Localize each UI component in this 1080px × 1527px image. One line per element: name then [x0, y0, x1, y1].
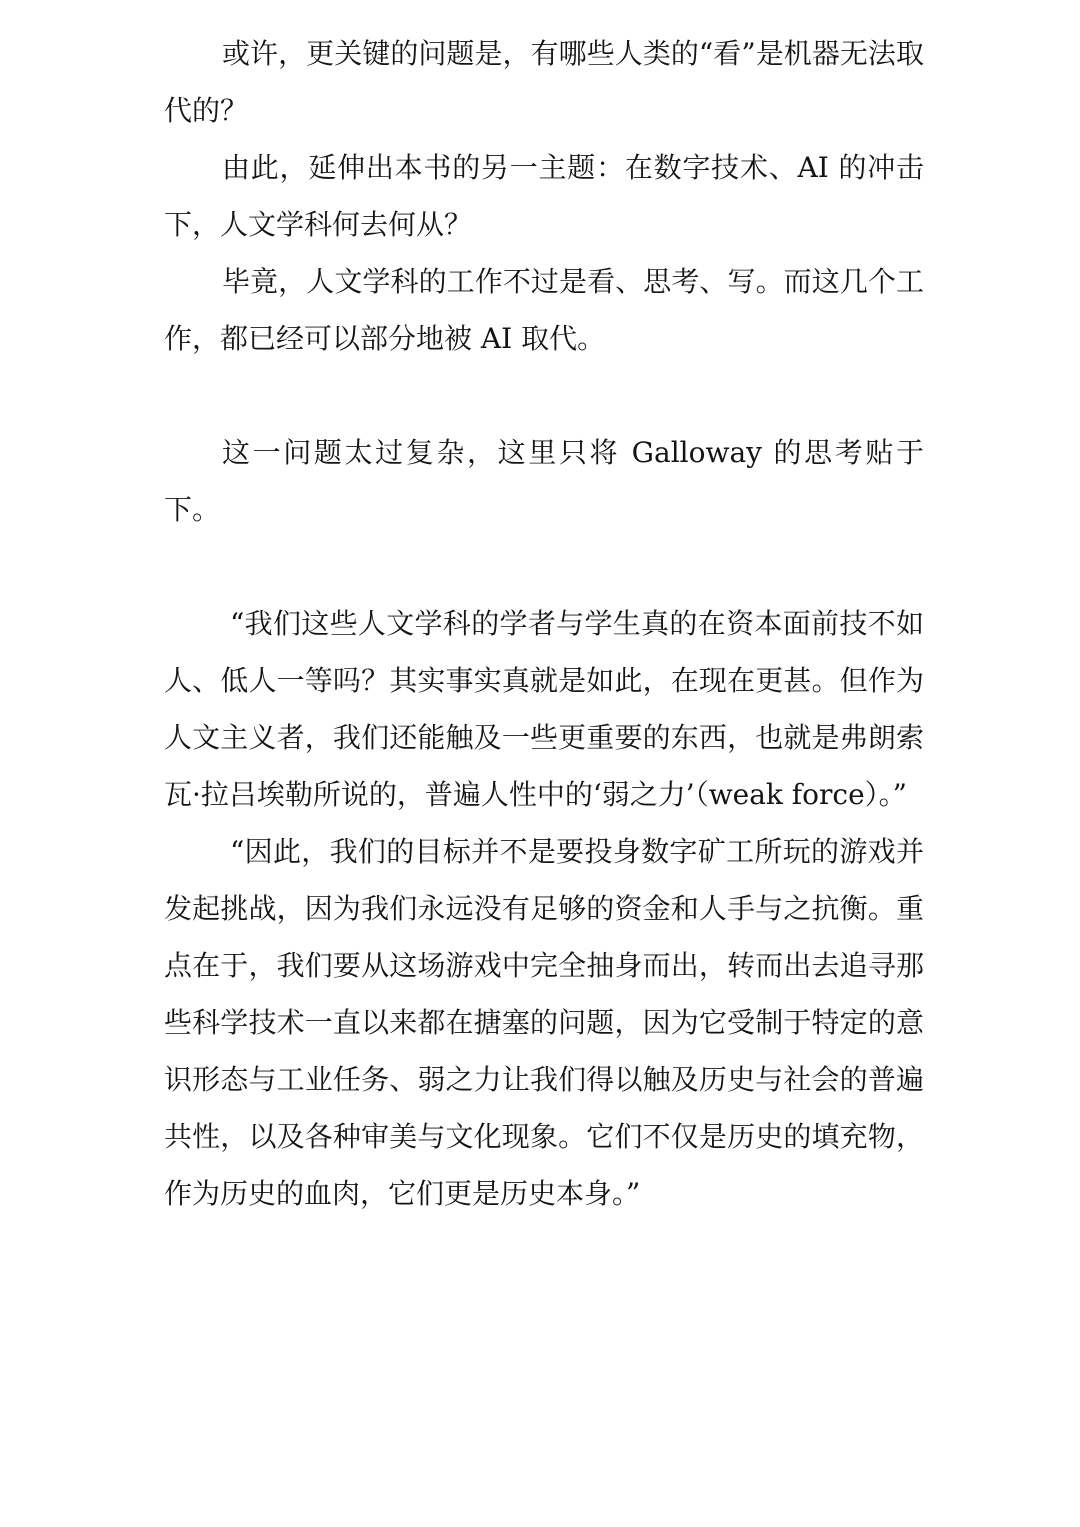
blank-line	[164, 367, 924, 424]
quote-paragraph-1: “我们这些人文学科的学者与学生真的在资本面前技不如人、低人一等吗？其实事实真就是如此，在现在更甚。但作为人文主义者，我们还能触及一些更重要的东西，也就是弗朗索瓦·拉吕埃勒所说的，普遍人性中的‘弱之力’（weak force）。”	[164, 607, 924, 811]
quote-paragraph-2: “因此，我们的目标并不是要投身数字矿工所玩的游戏并发起挑战，因为我们永远没有足够的资金和人手与之抗衡。重点在于，我们要从这场游戏中完全抽身而出，转而出去追寻那些科学技术一直以来都在搪塞的问题，因为它受制于特定的意识形态与工业任务、弱之力让我们得以触及历史与社会的普遍共性，以及各种审美与文化现象。它们不仅是历史的填充物，作为历史的血肉，它们更是历史本身。”	[164, 835, 924, 1210]
paragraph-4: 这一问题太过复杂，这里只将 Galloway 的思考贴于下。	[164, 436, 924, 526]
paragraph-2: 由此，延伸出本书的另一主题：在数字技术、AI 的冲击下，人文学科何去何从？	[164, 151, 924, 241]
document-body	[164, 25, 924, 1222]
paragraph-1: 或许，更关键的问题是，有哪些人类的“看”是机器无法取代的？	[164, 37, 924, 127]
blank-line	[164, 538, 924, 595]
paragraph-3: 毕竟，人文学科的工作不过是看、思考、写。而这几个工作，都已经可以部分地被 AI 取代。	[164, 265, 924, 355]
